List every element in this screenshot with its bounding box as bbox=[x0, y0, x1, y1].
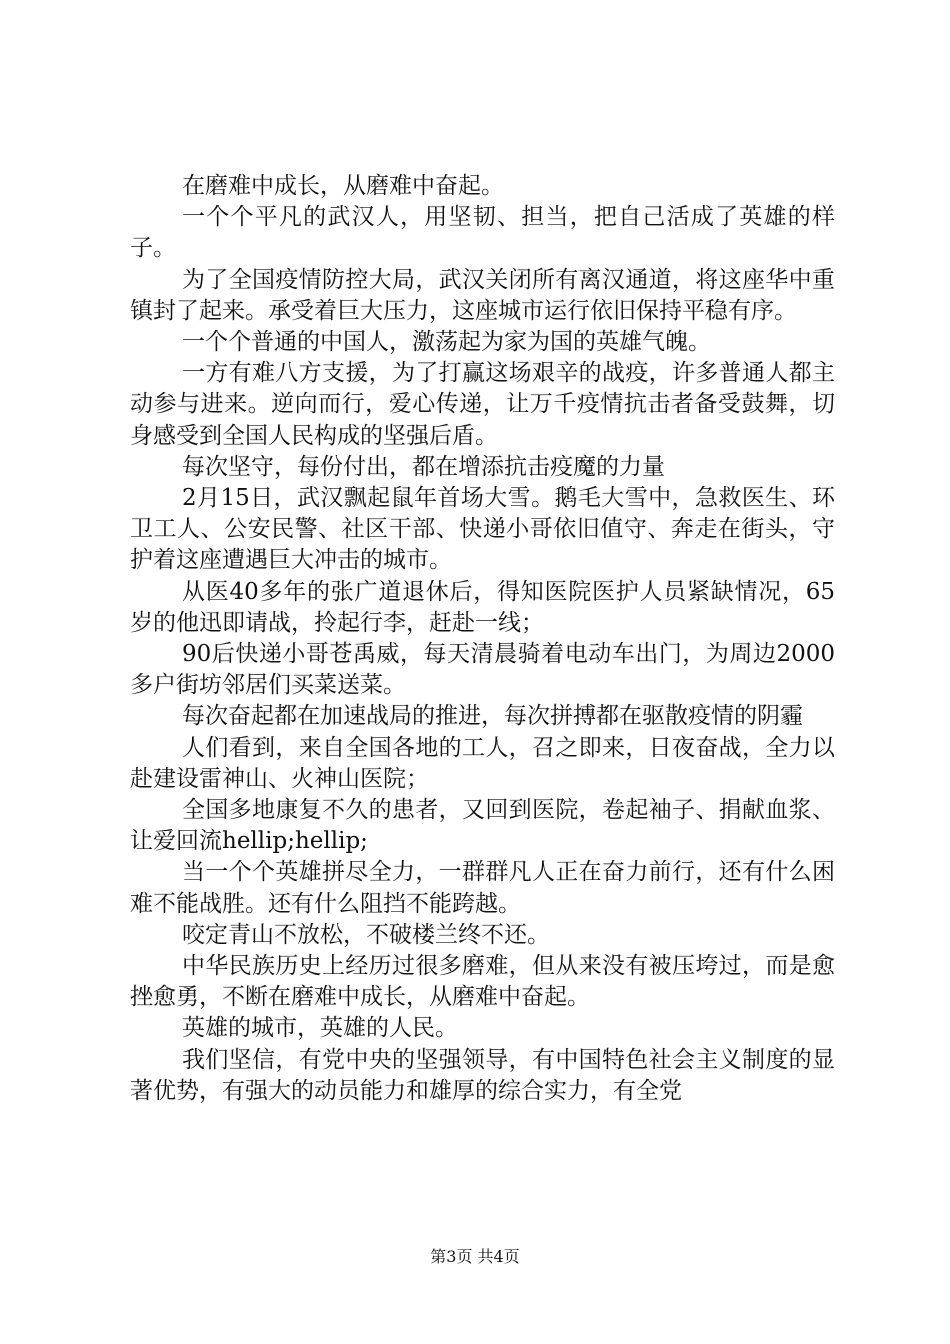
document-body bbox=[130, 171, 835, 1107]
paragraph: 90后快递小哥苍禹威，每天清晨骑着电动车出门，为周边2000多户街坊邻居们买菜送菜。 bbox=[130, 641, 835, 699]
paragraph: 中华民族历史上经历过很多磨难，但从来没有被压垮过，而是愈挫愈勇，不断在磨难中成长，从磨难中奋起。 bbox=[130, 953, 835, 1011]
paragraph: 每次坚守，每份付出，都在增添抗击疫魔的力量 bbox=[182, 453, 665, 480]
paragraph: 2月15日，武汉飘起鼠年首场大雪。鹅毛大雪中，急救医生、环卫工人、公安民警、社区干部、快递小哥依旧值守、奔走在街头，守护着这座遭遇巨大冲击的城市。 bbox=[130, 485, 835, 574]
paragraph: 英雄的城市，英雄的人民。 bbox=[182, 1015, 458, 1042]
paragraph: 咬定青山不放松，不破楼兰终不还。 bbox=[182, 921, 550, 948]
paragraph: 全国多地康复不久的患者，又回到医院，卷起袖子、捐献血浆、让爱回流hellip;hellip; bbox=[130, 797, 835, 855]
paragraph: 为了全国疫情防控大局，武汉关闭所有离汉通道，将这座华中重镇封了起来。承受着巨大压力，这座城市运行依旧保持平稳有序。 bbox=[130, 266, 835, 324]
paragraph: 人们看到，来自全国各地的工人，召之即来，日夜奋战，全力以赴建设雷神山、火神山医院； bbox=[130, 734, 835, 792]
paragraph: 当一个个英雄拼尽全力，一群群凡人正在奋力前行，还有什么困难不能战胜。还有什么阻挡不能跨越。 bbox=[130, 859, 835, 917]
paragraph: 在磨难中成长，从磨难中奋起。 bbox=[182, 173, 504, 199]
paragraph: 一个个平凡的武汉人，用坚韧、担当，把自己活成了英雄的样子。 bbox=[130, 204, 835, 262]
paragraph: 一个个普通的中国人，激荡起为家为国的英雄气魄。 bbox=[182, 329, 711, 356]
paragraph: 一方有难八方支援，为了打赢这场艰辛的战疫，许多普通人都主动参与进来。逆向而行，爱心传递，让万千疫情抗击者备受鼓舞，切身感受到全国人民构成的坚强后盾。 bbox=[130, 360, 835, 449]
page-number-footer: 第3页 共4页 bbox=[430, 1247, 520, 1266]
paragraph: 从医40多年的张广道退休后，得知医院医护人员紧缺情况，65岁的他迅即请战，拎起行李，赶赴一线； bbox=[130, 578, 835, 636]
paragraph: 我们坚信，有党中央的坚强领导，有中国特色社会主义制度的显著优势，有强大的动员能力和雄厚的综合实力，有全党 bbox=[130, 1046, 835, 1104]
paragraph: 每次奋起都在加速战局的推进，每次拼搏都在驱散疫情的阴霾 bbox=[182, 703, 803, 730]
